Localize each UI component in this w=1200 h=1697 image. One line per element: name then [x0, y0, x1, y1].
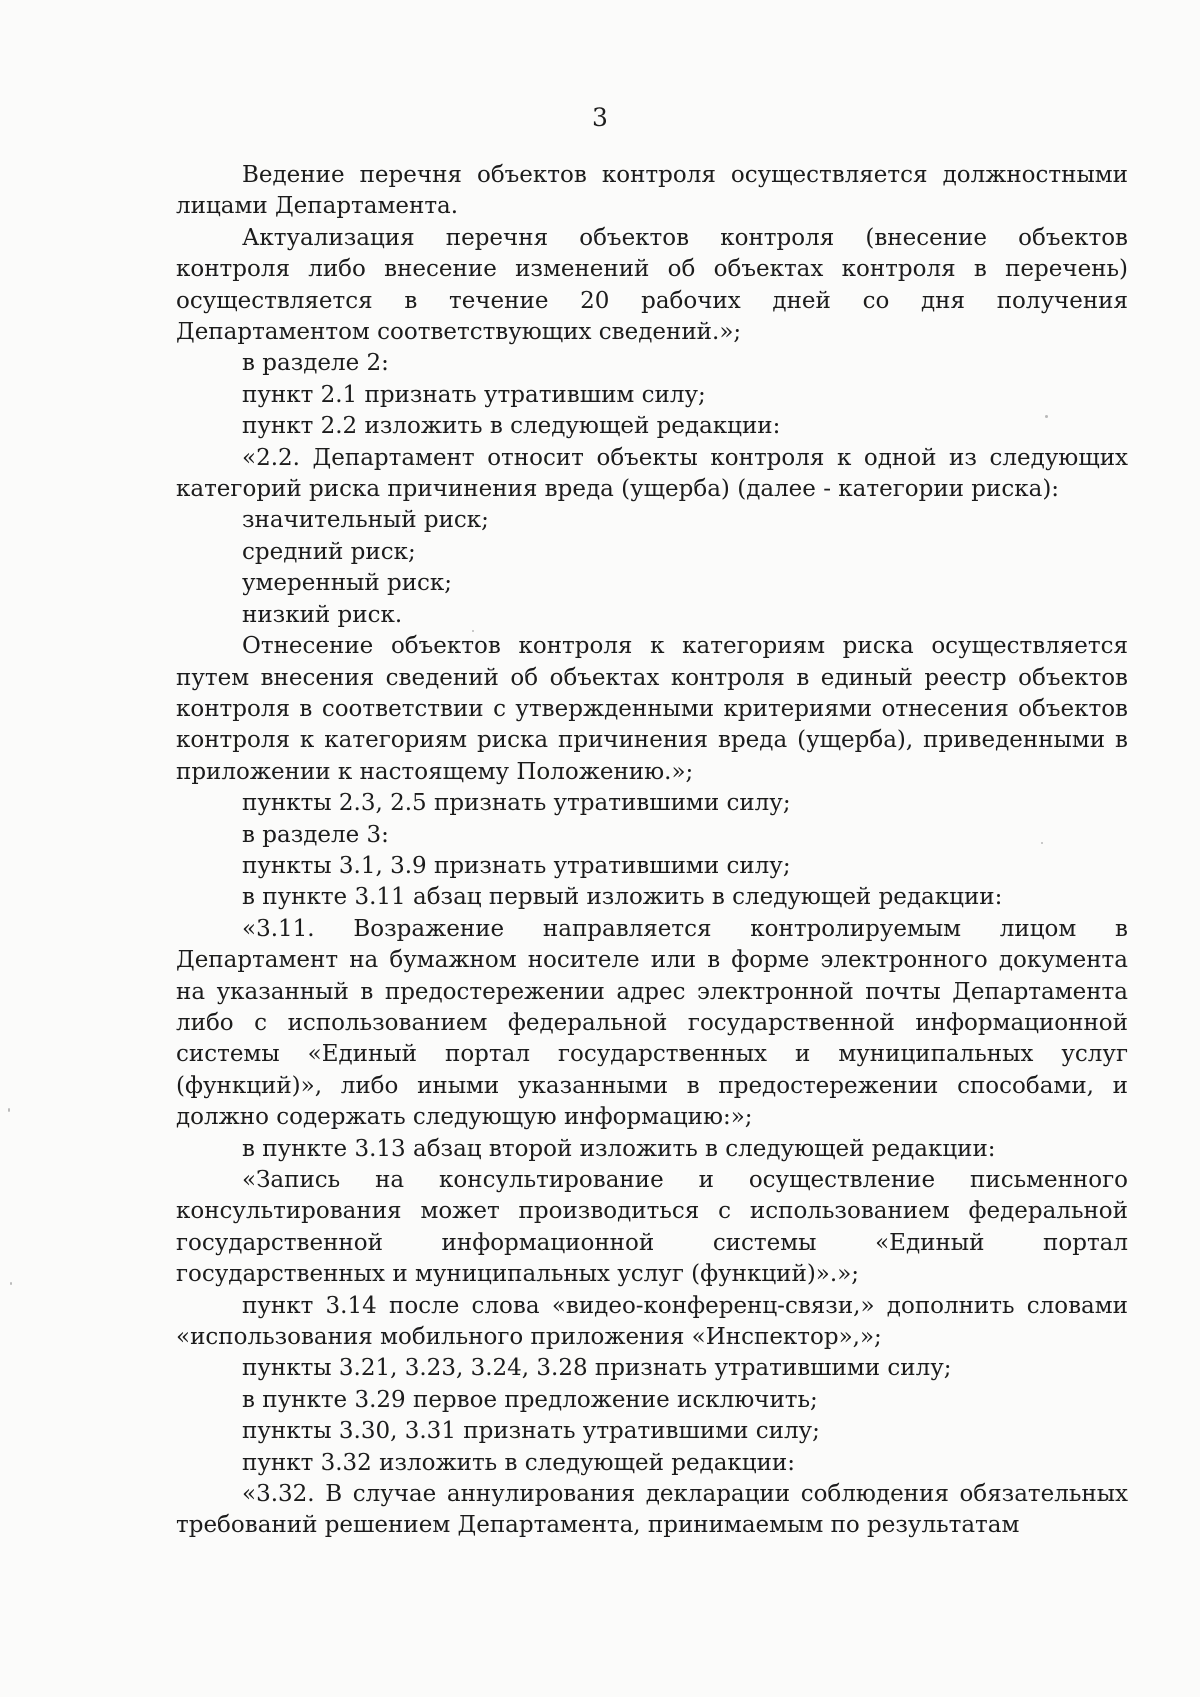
paragraph: в пункте 3.29 первое предложение исключить; — [242, 1386, 818, 1413]
paragraph: пункты 3.30, 3.31 признать утратившими силу; — [242, 1418, 820, 1445]
paragraph: пункт 3.32 изложить в следующей редакции: — [242, 1449, 795, 1476]
list-item: средний риск; — [242, 538, 416, 565]
paragraph: в разделе 3: — [242, 821, 389, 848]
page-number: 3 — [592, 103, 608, 132]
paragraph: «Запись на консультирование и осуществление письменного консультирования может производиться с использованием федеральной государственной информационной системы «Единый портал государственных и муниципальных услуг (функций)».»; — [176, 1167, 1128, 1288]
paragraph: пункты 3.1, 3.9 признать утратившими силу; — [242, 852, 791, 879]
paragraph: пункт 2.1 признать утратившим силу; — [242, 381, 706, 408]
list-item: умеренный риск; — [242, 570, 453, 597]
paragraph: пункты 2.3, 2.5 признать утратившими силу; — [242, 790, 791, 817]
paragraph: «2.2. Департамент относит объекты контроля к одной из следующих категорий риска причинения вреда (ущерба) (далее - категории риска): — [176, 444, 1128, 503]
paragraph: Актуализация перечня объектов контроля (внесение объектов контроля либо внесение изменений об объектах контроля в перечень) осуществляется в течение 20 рабочих дней со дня получения Департаментом соответствующих сведений.»; — [176, 224, 1128, 346]
paragraph: пункт 2.2 изложить в следующей редакции: — [242, 413, 781, 440]
paragraph: в пункте 3.13 абзац второй изложить в следующей редакции: — [242, 1135, 996, 1162]
document-body — [176, 160, 1128, 1542]
list-item: значительный риск; — [242, 507, 489, 534]
paragraph: в пункте 3.11 абзац первый изложить в следующей редакции: — [242, 884, 1003, 911]
scan-speck — [8, 1108, 10, 1112]
list-item: низкий риск. — [242, 601, 403, 628]
paragraph: пункт 3.14 после слова «видео-конференц-связи,» дополнить словами «использования мобильного приложения «Инспектор»,»; — [176, 1292, 1128, 1351]
scan-speck — [1041, 842, 1043, 844]
paragraph: «3.32. В случае аннулирования декларации соблюдения обязательных требований решением Департамента, принимаемым по результатам — [176, 1481, 1128, 1539]
paragraph: «3.11. Возражение направляется контролируемым лицом в Департамент на бумажном носителе или в форме электронного документа на указанный в предостережении адрес электронной почты Департамента либо с использованием федеральной государственной информационной системы «Единый портал государственных и муниципальных услуг (функций)», либо иными указанными в предостережении способами, и должно содержать следующую информацию:»; — [176, 915, 1128, 1131]
paragraph: в разделе 2: — [242, 350, 389, 377]
scan-speck — [10, 1282, 12, 1285]
paragraph: пункты 3.21, 3.23, 3.24, 3.28 признать утратившими силу; — [242, 1355, 952, 1382]
scan-speck — [1045, 415, 1048, 418]
paragraph: Отнесение объектов контроля к категориям риска осуществляется путем внесения сведений об объектах контроля в единый реестр объектов контроля в соответствии с утвержденными критериями отнесения объектов контроля к категориям риска причинения вреда (ущерба), приведенными в приложении к настоящему Положению.»; — [176, 633, 1128, 785]
scan-speck — [472, 630, 474, 632]
paragraph: Ведение перечня объектов контроля осуществляется должностными лицами Департамента. — [176, 162, 1128, 220]
